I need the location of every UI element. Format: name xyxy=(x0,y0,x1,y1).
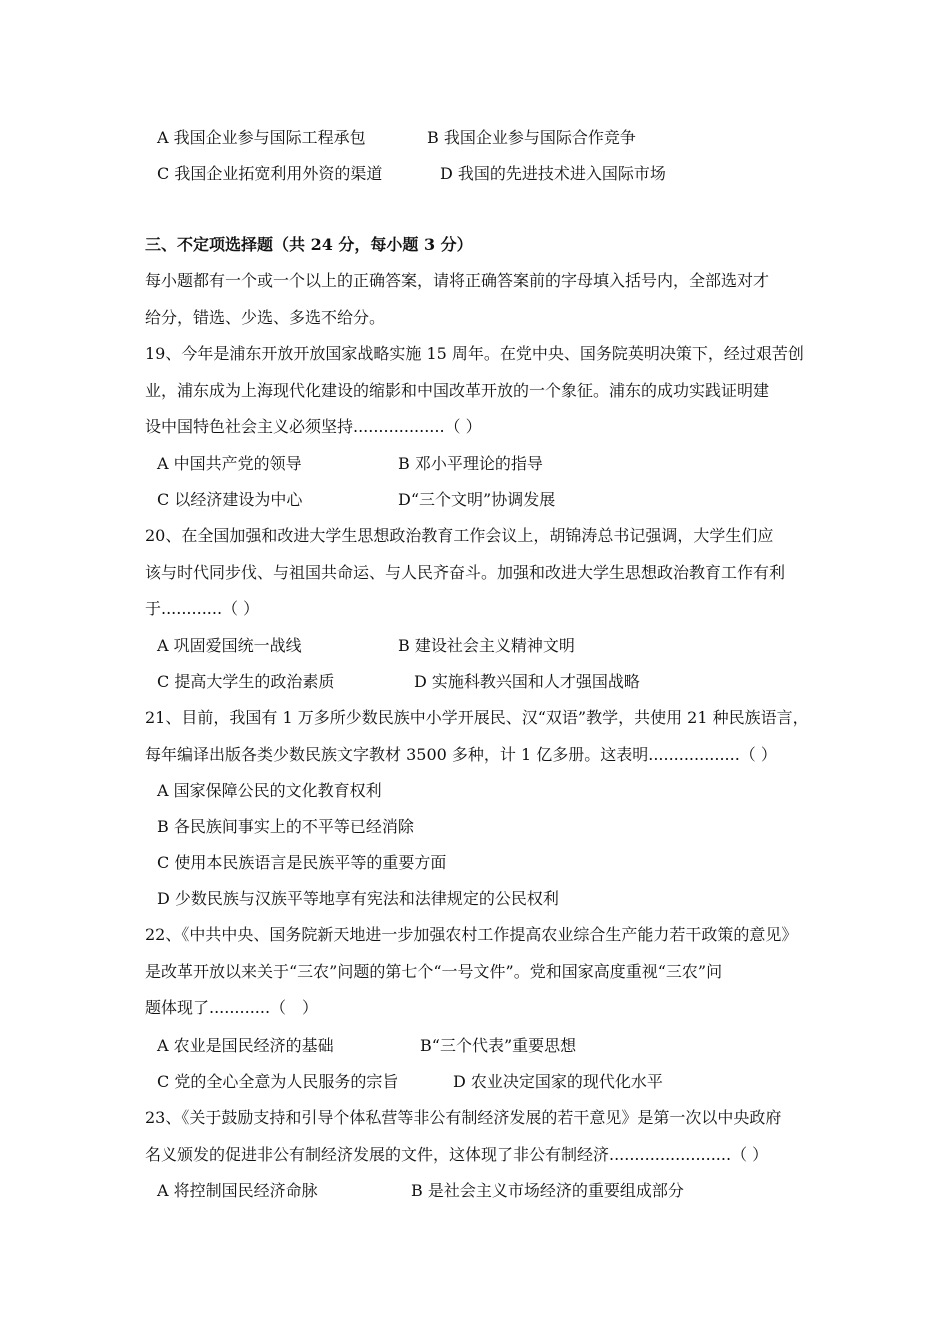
q20-text-line-3: 于............（ ） xyxy=(145,599,260,618)
q22-option-d: D 农业决定国家的现代化水平 xyxy=(453,1072,663,1091)
q19-option-a: A 中国共产党的领导 xyxy=(157,454,302,473)
q19-text-line-1: 19、今年是浦东开放开放国家战略实施 15 周年。在党中央、国务院英明决策下，经过艰苦创 xyxy=(145,344,804,363)
q22-option-b: B“三个代表”重要思想 xyxy=(420,1036,577,1055)
q21-option-d: D 少数民族与汉族平等地享有宪法和法律规定的公民权利 xyxy=(157,889,559,908)
prev-option-a: A 我国企业参与国际工程承包 xyxy=(157,128,366,147)
q19-option-c: C 以经济建设为中心 xyxy=(157,490,303,509)
q21-text-line-1: 21、目前，我国有 1 万多所少数民族中小学开展民、汉“双语”教学，共使用 21 种民族语言， xyxy=(145,708,809,727)
section-instructions-line-2: 给分，错选、少选、多选不给分。 xyxy=(145,308,386,327)
q23-option-b: B 是社会主义市场经济的重要组成部分 xyxy=(411,1181,684,1200)
q23-text-line-1: 23、《关于鼓励支持和引导个体私营等非公有制经济发展的若干意见》是第一次以中央政府 xyxy=(145,1108,782,1127)
prev-option-c: C 我国企业拓宽利用外资的渠道 xyxy=(157,164,383,183)
q22-text-line-3: 题体现了............（ ） xyxy=(145,998,319,1017)
q19-text-line-2: 业，浦东成为上海现代化建设的缩影和中国改革开放的一个象征。浦东的成功实践证明建 xyxy=(145,381,770,400)
q22-option-a: A 农业是国民经济的基础 xyxy=(157,1036,334,1055)
q22-text-line-1: 22、《中共中央、国务院新天地进一步加强农村工作提高农业综合生产能力若干政策的意见》 xyxy=(145,925,798,944)
section-instructions-line-1: 每小题都有一个或一个以上的正确答案，请将正确答案前的字母填入括号内，全部选对才 xyxy=(145,271,770,290)
q23-text-line-2: 名义颁发的促进非公有制经济发展的文件，这体现了非公有制经济........................（ ） xyxy=(145,1145,769,1164)
q19-option-d: D“三个文明”协调发展 xyxy=(398,490,556,509)
q20-option-d: D 实施科教兴国和人才强国战略 xyxy=(414,672,640,691)
q21-option-c: C 使用本民族语言是民族平等的重要方面 xyxy=(157,853,447,872)
prev-option-d: D 我国的先进技术进入国际市场 xyxy=(440,164,666,183)
q20-option-c: C 提高大学生的政治素质 xyxy=(157,672,335,691)
q23-option-a: A 将控制国民经济命脉 xyxy=(157,1181,318,1200)
q20-option-b: B 建设社会主义精神文明 xyxy=(398,636,575,655)
q20-option-a: A 巩固爱国统一战线 xyxy=(157,636,302,655)
q19-text-line-3: 设中国特色社会主义必须坚持..................（ ） xyxy=(145,417,482,436)
q21-text-line-2: 每年编译出版各类少数民族文字教材 3500 多种，计 1 亿多册。这表明..................（ ） xyxy=(145,745,777,764)
q20-text-line-1: 20、在全国加强和改进大学生思想政治教育工作会议上，胡锦涛总书记强调，大学生们应 xyxy=(145,526,774,545)
section-title: 三、不定项选择题（共 24 分，每小题 3 分） xyxy=(145,235,473,254)
q22-option-c: C 党的全心全意为人民服务的宗旨 xyxy=(157,1072,399,1091)
q20-text-line-2: 该与时代同步伐、与祖国共命运、与人民齐奋斗。加强和改进大学生思想政治教育工作有利 xyxy=(145,563,786,582)
q21-option-b: B 各民族间事实上的不平等已经消除 xyxy=(157,817,414,836)
q19-option-b: B 邓小平理论的指导 xyxy=(398,454,543,473)
prev-option-b: B 我国企业参与国际合作竞争 xyxy=(427,128,636,147)
q22-text-line-2: 是改革开放以来关于“三农”问题的第七个“一号文件”。党和国家高度重视“三农”问 xyxy=(145,962,723,981)
q21-option-a: A 国家保障公民的文化教育权利 xyxy=(157,781,382,800)
